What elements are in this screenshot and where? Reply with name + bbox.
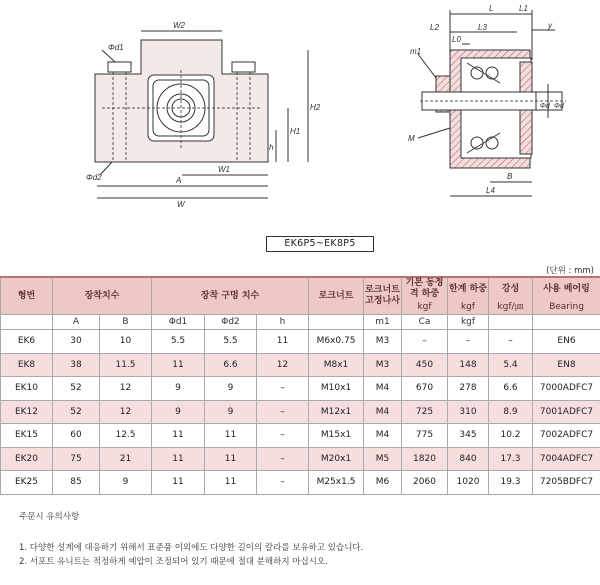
sub-b: B — [100, 315, 152, 330]
cell-b: 21 — [100, 447, 152, 471]
sub-empty — [1, 315, 53, 330]
order-notes — [19, 510, 363, 569]
cell-m1: M5 — [364, 447, 402, 471]
cell-nut: M6x0.75 — [309, 330, 364, 354]
sub-d1: Φd1 — [152, 315, 205, 330]
cell-b: 11.5 — [100, 353, 152, 377]
cell-d2: 9 — [205, 377, 257, 401]
header-mount-hole: 장착 구멍 치수 — [152, 277, 309, 315]
note-item: 1. 다양한 설계에 대응하기 위해서 표준품 이외에도 다양한 길이의 칼라를 보유하고 있습니다. — [19, 543, 364, 553]
cell-d1: 11 — [152, 353, 205, 377]
cell-model: EK15 — [1, 424, 53, 448]
note-item: 2. 서포트 유니트는 적정하게 예압이 조정되어 있기 때문에 절대 분해하지 마십시오. — [19, 557, 328, 567]
header-bearing: 사용 베어링 — [533, 277, 600, 300]
cell-h: 12 — [257, 353, 309, 377]
table-row — [1, 424, 600, 448]
cell-b: 12 — [100, 377, 152, 401]
header-model: 형번 — [1, 277, 53, 315]
cell-bearing: 7004ADFC7 — [533, 447, 600, 471]
cell-bearing: EN6 — [533, 330, 600, 354]
dim-l: L — [489, 4, 494, 13]
header-basic-load: 기본 동정격 하중 — [402, 277, 448, 300]
header-locknut: 로크너트 — [309, 277, 364, 315]
cell-a: 52 — [53, 400, 100, 424]
cell-nut: M25x1.5 — [309, 471, 364, 495]
cell-d2: 6.6 — [205, 353, 257, 377]
cell-h: – — [257, 424, 309, 448]
table-row — [1, 447, 600, 471]
notes-title: 주문시 유의사항 — [19, 512, 80, 522]
unit-note: (단위 : mm) — [546, 266, 594, 276]
cell-a: 85 — [53, 471, 100, 495]
cell-model: EK8 — [1, 353, 53, 377]
dim-phi-d-small: Φd — [540, 103, 550, 110]
unit-bearing: Bearing — [533, 300, 600, 315]
sub-empty-rig — [489, 315, 533, 330]
cell-kgf: 345 — [448, 424, 489, 448]
dim-phi-d1: Φd1 — [108, 43, 124, 52]
cell-bearing: 7001ADFC7 — [533, 400, 600, 424]
sub-empty-nut — [309, 315, 364, 330]
cell-bearing: EN8 — [533, 353, 600, 377]
header-rigidity: 강성 — [489, 277, 533, 300]
cell-m1: M3 — [364, 330, 402, 354]
cell-kgf: – — [448, 330, 489, 354]
sub-d2: Φd2 — [205, 315, 257, 330]
cell-rig: 5.4 — [489, 353, 533, 377]
dim-h2: H2 — [310, 103, 321, 112]
cell-d1: 11 — [152, 471, 205, 495]
cell-ca: 450 — [402, 353, 448, 377]
cell-m1: M6 — [364, 471, 402, 495]
cell-nut: M8x1 — [309, 353, 364, 377]
dim-l1: L1 — [519, 4, 528, 13]
dim-l2: L2 — [430, 23, 439, 32]
dim-w: W — [177, 200, 185, 209]
cell-bearing: 7205BDFC7 — [533, 471, 600, 495]
cell-h: – — [257, 471, 309, 495]
cell-kgf: 1020 — [448, 471, 489, 495]
cell-kgf: 278 — [448, 377, 489, 401]
table-row — [1, 353, 600, 377]
header-mount: 장착치수 — [53, 277, 152, 315]
technical-drawing — [0, 0, 600, 235]
cell-h: 11 — [257, 330, 309, 354]
cell-h: – — [257, 447, 309, 471]
cell-ca: 725 — [402, 400, 448, 424]
table-row — [1, 377, 600, 401]
dim-m: M — [408, 134, 415, 143]
dim-l4: L4 — [486, 186, 495, 195]
sub-empty-bearing — [533, 315, 600, 330]
cell-ca: 670 — [402, 377, 448, 401]
cell-d1: 11 — [152, 447, 205, 471]
dim-phi-d2: Φd2 — [86, 173, 102, 182]
cell-kgf: 840 — [448, 447, 489, 471]
front-view — [95, 31, 308, 198]
model-range-label: EK6P5~EK8P5 — [266, 236, 374, 252]
cell-b: 9 — [100, 471, 152, 495]
cell-rig: 17.3 — [489, 447, 533, 471]
spec-table — [0, 276, 600, 495]
cell-ca: 1820 — [402, 447, 448, 471]
cell-a: 75 — [53, 447, 100, 471]
cell-rig: 6.6 — [489, 377, 533, 401]
sub-ca: Ca — [402, 315, 448, 330]
cell-kgf: 148 — [448, 353, 489, 377]
dim-h1: H1 — [290, 127, 301, 136]
dim-l0: L0 — [452, 35, 461, 44]
sub-kgf: kgf — [448, 315, 489, 330]
cell-nut: M15x1 — [309, 424, 364, 448]
cell-model: EK12 — [1, 400, 53, 424]
cell-model: EK20 — [1, 447, 53, 471]
dim-a: A — [176, 176, 182, 185]
dim-m1: m1 — [410, 47, 422, 56]
dim-y: y — [548, 21, 552, 30]
cell-m1: M4 — [364, 377, 402, 401]
cell-m1: M3 — [364, 353, 402, 377]
cell-nut: M12x1 — [309, 400, 364, 424]
cell-d2: 9 — [205, 400, 257, 424]
cell-b: 10 — [100, 330, 152, 354]
cell-d2: 11 — [205, 447, 257, 471]
cell-d2: 11 — [205, 471, 257, 495]
cell-model: EK25 — [1, 471, 53, 495]
cell-d1: 9 — [152, 377, 205, 401]
cell-a: 52 — [53, 377, 100, 401]
cell-ca: – — [402, 330, 448, 354]
cell-rig: 10.2 — [489, 424, 533, 448]
dim-l3: L3 — [478, 23, 487, 32]
cell-rig: – — [489, 330, 533, 354]
cell-a: 30 — [53, 330, 100, 354]
dim-w2: W2 — [173, 21, 185, 30]
cell-nut: M20x1 — [309, 447, 364, 471]
cell-d1: 5.5 — [152, 330, 205, 354]
dim-b: B — [507, 172, 513, 181]
cell-bearing: 7002ADFC7 — [533, 424, 600, 448]
cell-kgf: 310 — [448, 400, 489, 424]
cell-h: – — [257, 377, 309, 401]
header-locknut-bolt: 로크너트 고정나사 — [364, 277, 402, 315]
cell-bearing: 7000ADFC7 — [533, 377, 600, 401]
cell-b: 12.5 — [100, 424, 152, 448]
cell-a: 60 — [53, 424, 100, 448]
dim-h: h — [269, 143, 274, 152]
cell-d1: 11 — [152, 424, 205, 448]
cell-b: 12 — [100, 400, 152, 424]
cell-rig: 8.9 — [489, 400, 533, 424]
cell-nut: M10x1 — [309, 377, 364, 401]
sub-m1: m1 — [364, 315, 402, 330]
header-limit-load: 한계 하중 — [448, 277, 489, 300]
cell-m1: M4 — [364, 400, 402, 424]
dim-phi-d: Φd — [554, 103, 564, 110]
cell-h: – — [257, 400, 309, 424]
cell-model: EK6 — [1, 330, 53, 354]
cell-d2: 11 — [205, 424, 257, 448]
unit-rigidity: kgf/㎛ — [489, 300, 533, 315]
cell-rig: 19.3 — [489, 471, 533, 495]
dim-w1: W1 — [218, 165, 230, 174]
table-row — [1, 471, 600, 495]
sub-h: h — [257, 315, 309, 330]
unit-kgf-limit: kgf — [448, 300, 489, 315]
cell-ca: 775 — [402, 424, 448, 448]
cell-ca: 2060 — [402, 471, 448, 495]
cell-model: EK10 — [1, 377, 53, 401]
sub-a: A — [53, 315, 100, 330]
cell-d2: 5.5 — [205, 330, 257, 354]
cell-m1: M4 — [364, 424, 402, 448]
cell-a: 38 — [53, 353, 100, 377]
unit-kgf-ca: kgf — [402, 300, 448, 315]
cell-d1: 9 — [152, 400, 205, 424]
table-row — [1, 330, 600, 354]
table-row — [1, 400, 600, 424]
